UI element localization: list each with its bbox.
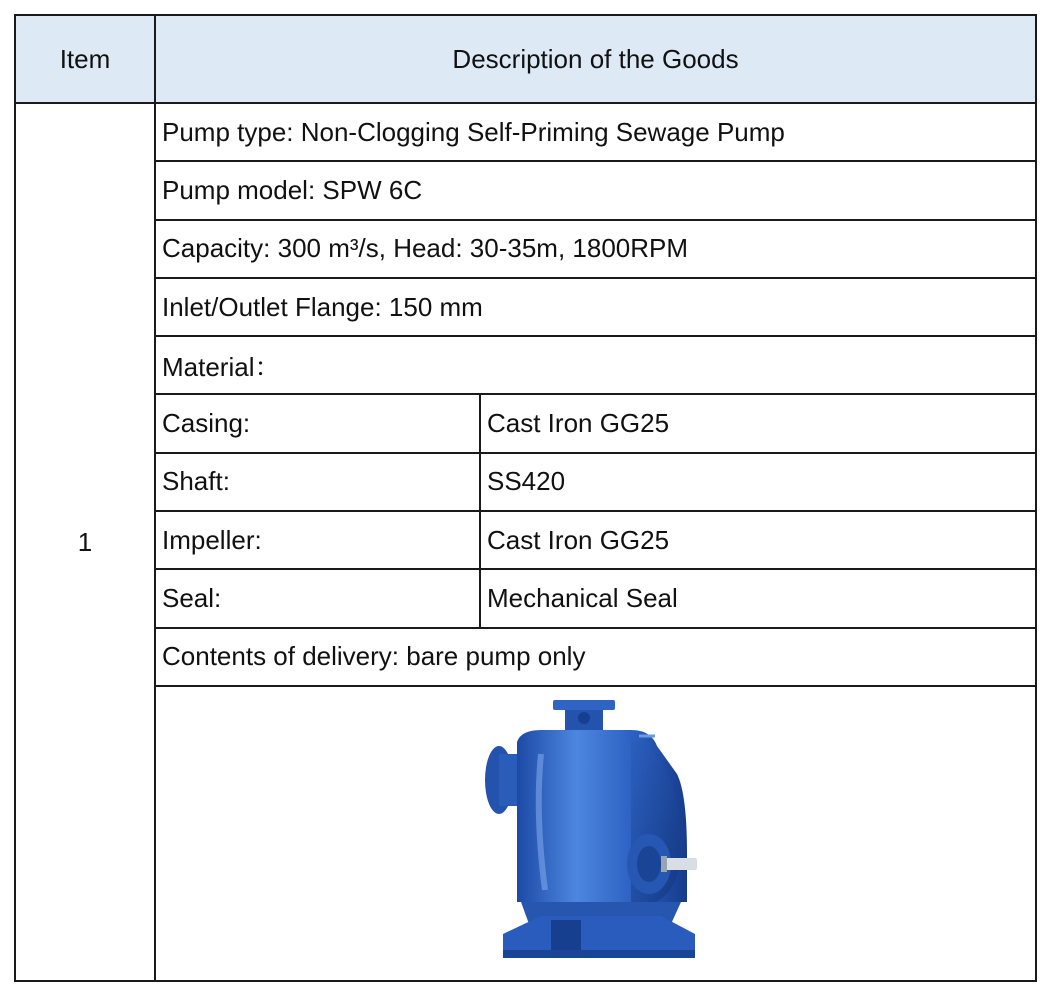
material-value: Cast Iron GG25: [487, 408, 670, 439]
flange-row: Inlet/Outlet Flange: 150 mm: [156, 279, 1035, 337]
material-value: Cast Iron GG25: [487, 524, 670, 555]
delivery-row: Contents of delivery: bare pump only: [156, 629, 1035, 687]
material-casing-row: [156, 395, 1035, 453]
item-column: [16, 16, 156, 980]
pump-illustration-icon: [481, 694, 711, 974]
material-seal-row: [156, 570, 1035, 628]
material-value: SS420: [487, 466, 566, 497]
description-column: [156, 16, 1035, 980]
capacity-row: Capacity: 300 m³/s, Head: 30-35m, 1800RPM: [156, 221, 1035, 279]
pump-type-row: Pump type: Non-Clogging Self-Priming Sewage Pump: [156, 104, 1035, 162]
item-number: 1: [77, 526, 93, 557]
material-value: Mechanical Seal: [487, 583, 678, 614]
pump-image-cell: [156, 687, 1035, 980]
goods-table: [14, 14, 1037, 982]
material-impeller-row: [156, 512, 1035, 570]
material-part: Seal:: [156, 570, 481, 626]
material-part: Casing:: [156, 395, 481, 451]
item-header: Item: [16, 16, 154, 104]
pump-model-row: Pump model: SPW 6C: [156, 162, 1035, 220]
material-row: Material：: [156, 337, 1035, 395]
material-part: Shaft:: [156, 454, 481, 510]
material-shaft-row: [156, 454, 1035, 512]
description-header: Description of the Goods: [156, 16, 1035, 104]
material-part: Impeller:: [156, 512, 481, 568]
